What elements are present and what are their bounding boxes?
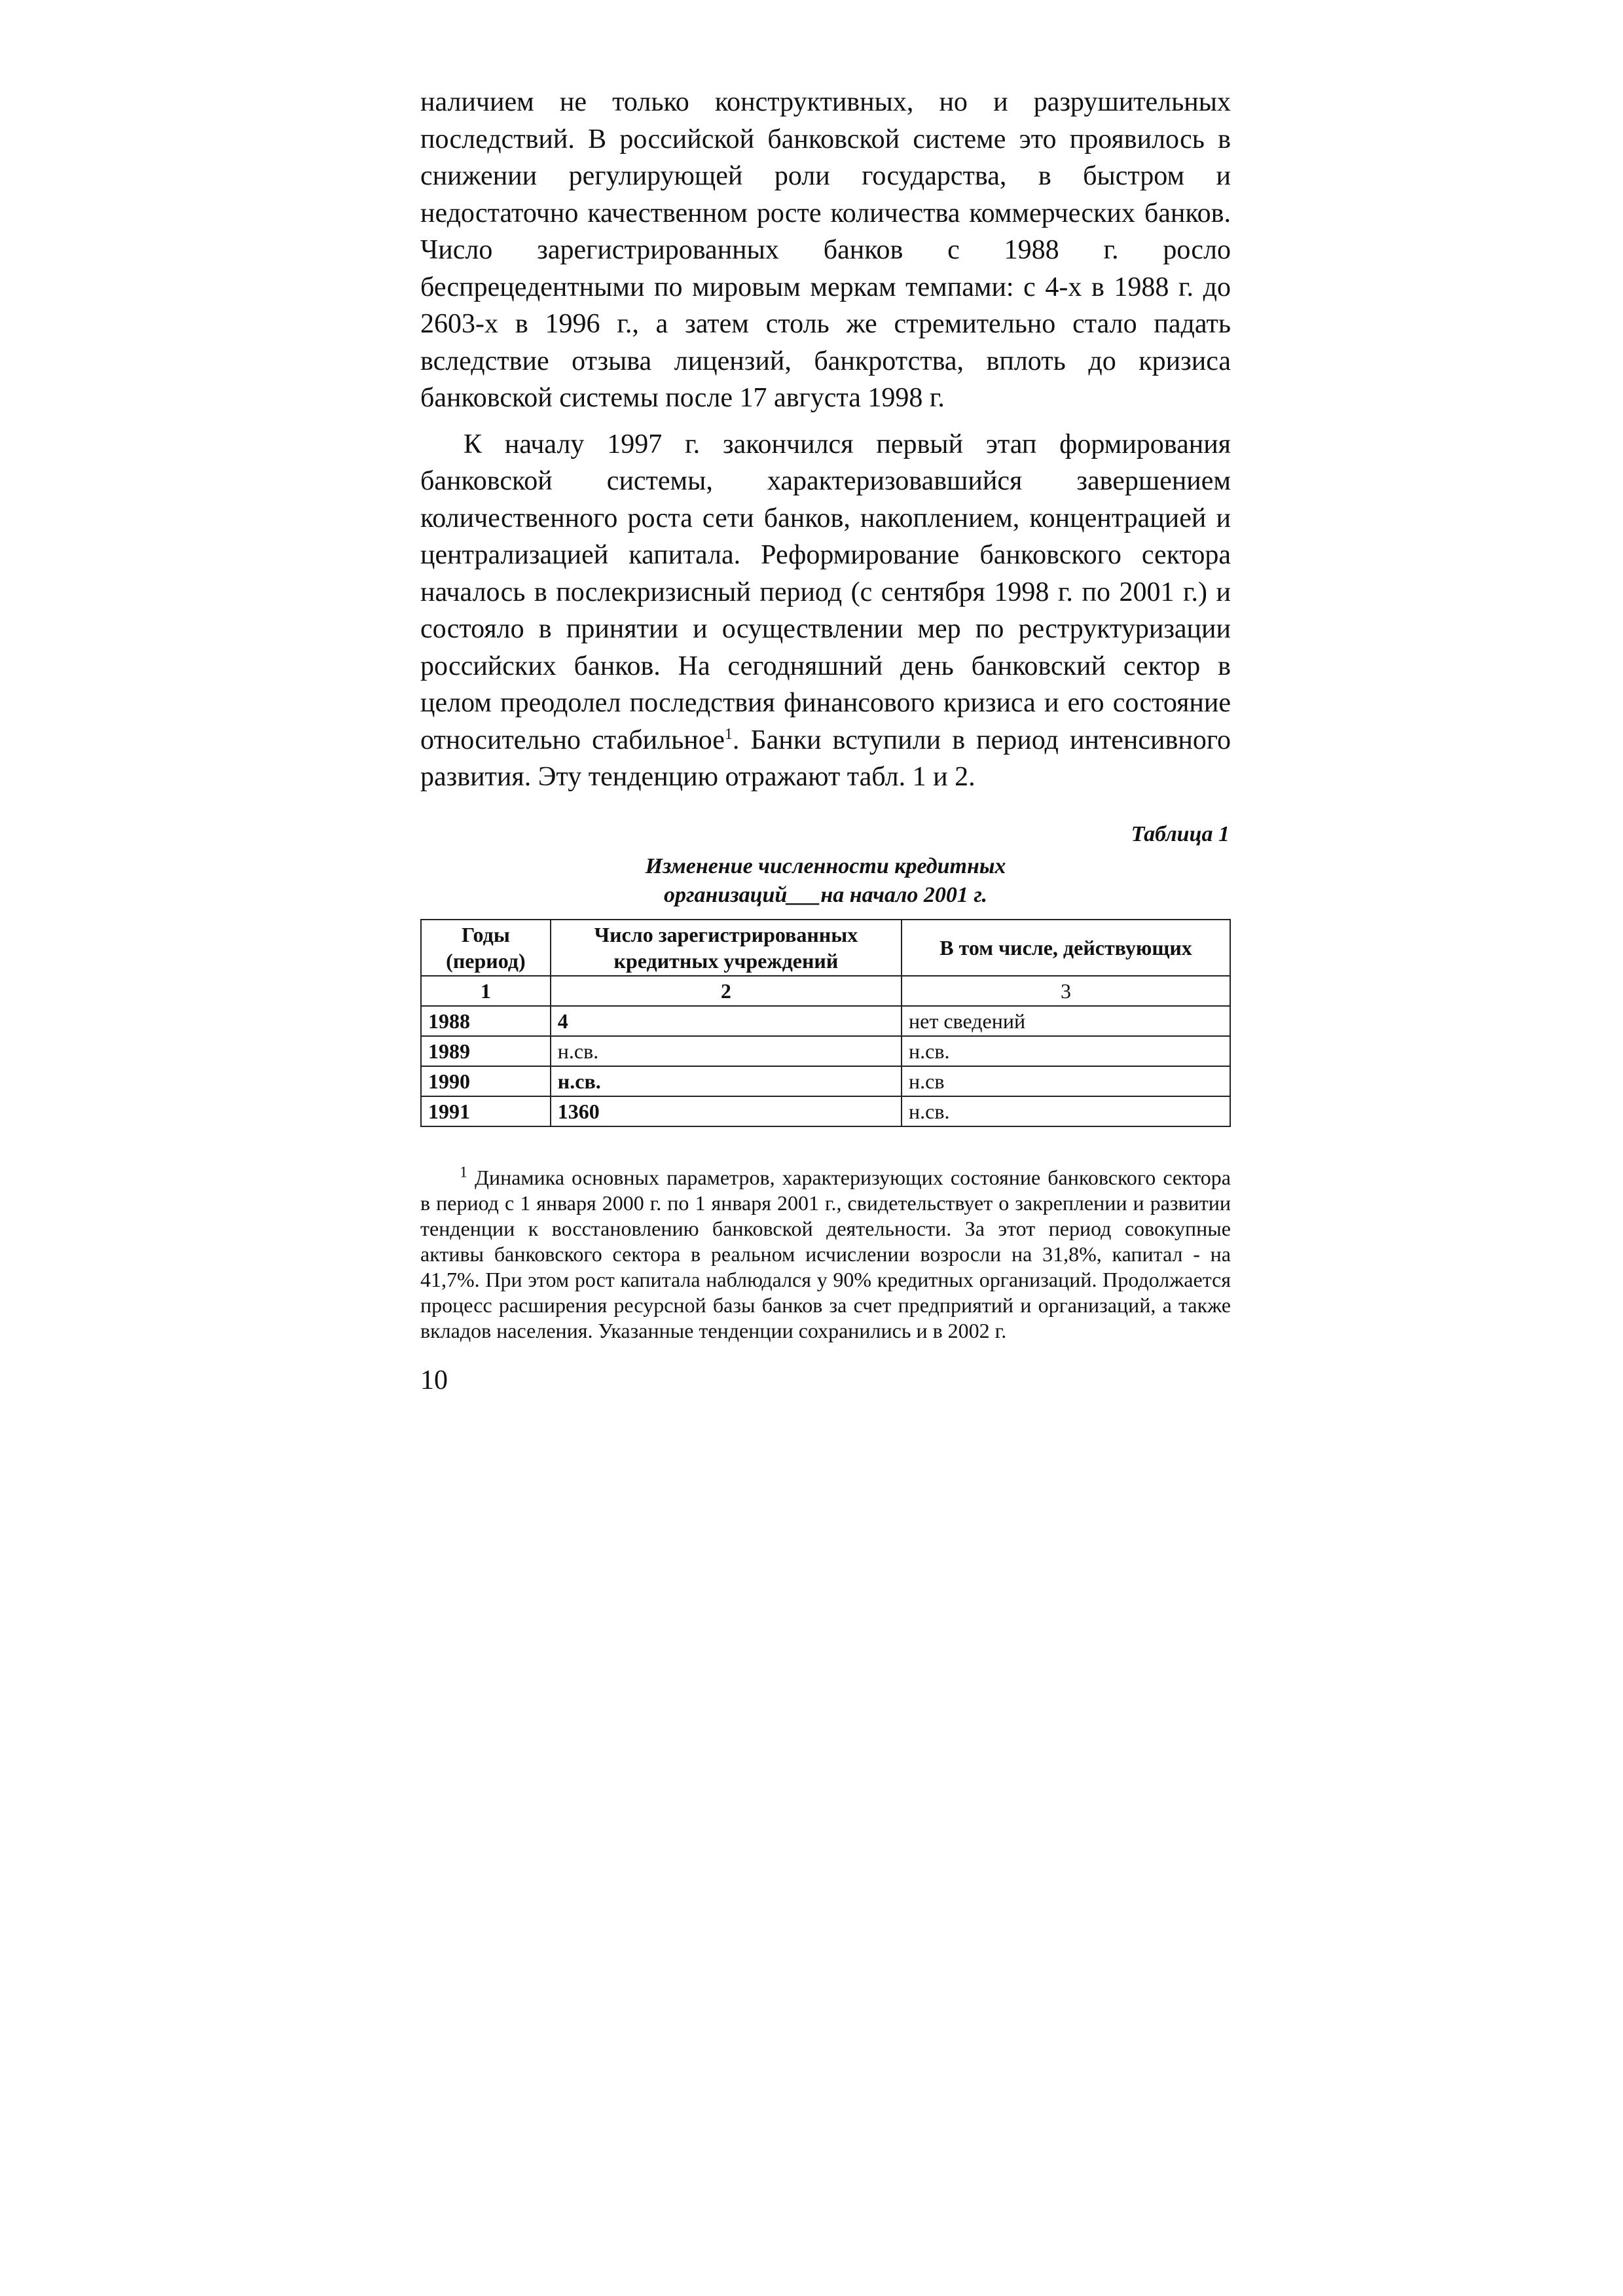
paragraph-2-text-end: . Банки вступили в период интенсивного развития. Эту тенденцию отражают табл. 1 и 2. [420,725,1231,792]
table-row [421,1096,1230,1126]
cell-active: нет сведений [902,1006,1230,1036]
table-row [421,1006,1230,1036]
table-row [421,1036,1230,1066]
cell-registered: н.св. [551,1066,902,1096]
table-header-row [421,920,1230,976]
page-number: 10 [420,1365,448,1395]
footnote [420,1165,1231,1344]
footnote-text: Динамика основных параметров, характеризующих состояние банковского сектора в период с 1 января 2000 г. по 1 января 2001 г., свидетельствует о закреплении и развитии тенденции к восстановлению банковской деятельности. За этот период совокупные активы банковского сектора в реальном исчислении возросли на 31,8%, капитал - на 41,7%. При этом рост капитала наблюдался у 90% кредитных организаций. Продолжается процесс расширения ресурсной базы банков за счет предприятий и организаций, а также вкладов населения. Указанные тенденции сохранились и в 2002 г. [420,1165,1231,1342]
footnote-marker: 1 [460,1163,467,1181]
cell-year: 1990 [421,1066,551,1096]
cell-active: н.св. [902,1036,1230,1066]
table-title [420,852,1231,910]
header-registered: Число зарегистрированных кредитных учреждений [551,920,902,976]
cell-active: н.св [902,1066,1230,1096]
table-title-line-2: организаций___на начало 2001 г. [663,882,988,907]
cell-registered: 4 [551,1006,902,1036]
table-title-line-1: Изменение численности кредитных [645,853,1006,878]
table-label: Таблица 1 [1131,821,1230,846]
table-row [421,1066,1230,1096]
page-content [420,84,1231,1396]
footnote-reference: 1 [724,725,733,743]
cell-registered: н.св. [551,1036,902,1066]
cell-registered: 1360 [551,1096,902,1126]
column-number-1: 1 [421,976,551,1006]
body-paragraph-2 [420,426,1231,796]
cell-year: 1989 [421,1036,551,1066]
paragraph-2-text-start: К началу 1997 г. закончился первый этап формирования банковской системы, характеризовавшийся завершением количественного роста сети банков, накоплением, концентрацией и централизацией капитала. Реформирование банковского сектора началось в послекризисный период (с сентября 1998 г. по 2001 г.) и состояло в принятии и осуществлении мер по реструктуризации российских банков. На сегодняшний день банковский сектор в целом преодолел последствия финансового кризиса и его состояние относительно стабильное [420,429,1231,755]
header-years: Годы (период) [421,920,551,976]
table-column-number-row [421,976,1230,1006]
cell-year: 1988 [421,1006,551,1036]
column-number-2: 2 [551,976,902,1006]
header-active: В том числе, действующих [902,920,1230,976]
credit-organizations-table [420,919,1231,1127]
cell-active: н.св. [902,1096,1230,1126]
column-number-3: 3 [902,976,1230,1006]
cell-year: 1991 [421,1096,551,1126]
body-paragraph-1: наличием не только конструктивных, но и разрушительных последствий. В российской банковской системе это проявилось в снижении регулирующей роли государства, в быстром и недостаточно качественном росте количества коммерческих банков. Число зарегистрированных банков с 1988 г. росло беспрецедентными по мировым меркам темпами: с 4-х в 1988 г. до 2603-х в 1996 г., а затем столь же стремительно стало падать вследствие отзыва лицензий, банкротства, вплоть до кризиса банковской системы после 17 августа 1998 г. [420,87,1231,413]
